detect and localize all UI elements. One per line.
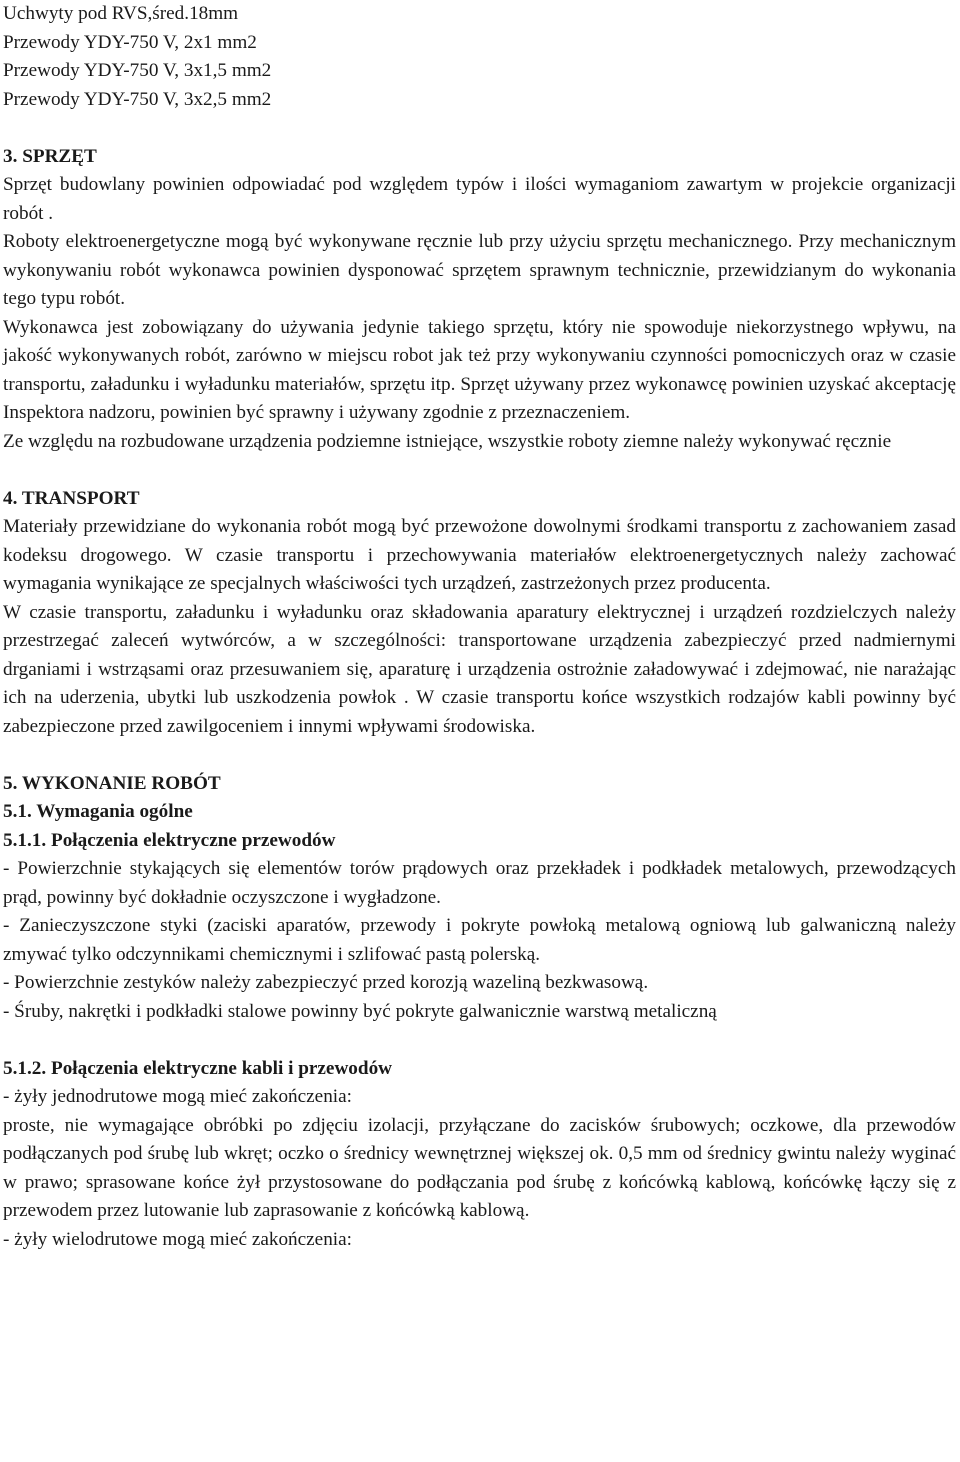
section-heading: 3. SPRZĘT [3,145,97,167]
paragraph: proste, nie wymagające obróbki po zdjęciu izolacji, przyłączane do zacisków śrubowych; oczkowe, dla przewodów podłączanych pod śrubę lub wkręt; oczko o średnicy wewnętrznej większej ok. 0,5 mm od średnicy gwintu należy wyginać w prawo; sprasowane końce żył przystosowane do podłączania pod śrubę z końcówką kablową, końcówkę łączy się z przewodem przez lutowanie lub zaprasowanie z końcówką kablową. [3,1114,956,1221]
list-item: - żyły jednodrutowe mogą mieć zakończenia: [3,1086,352,1107]
paragraph: Wykonawca jest zobowiązany do używania jedynie takiego sprzętu, który nie spowoduje niekorzystnego wpływu, na jakość wykonywanych robót, zarówno w miejscu robot jak też przy wykonywaniu czynności pomocniczych oraz w czasie transportu, załadunku i wyładunku materiałów, sprzętu itp. Sprzęt używany przez wykonawcę powinien uzyskać akceptację Inspektora nadzoru, powinien być sprawny i używany zgodnie z przeznaczeniem. [3,316,956,423]
materials-list-item: Uchwyty pod RVS,śred.18mm [3,3,239,24]
section-5 [3,770,956,1255]
section-4 [3,485,956,742]
list-item: - Powierzchnie zestyków należy zabezpieczyć przed korozją wazeliną bezkwasową. [3,972,649,993]
materials-list-item: Przewody YDY-750 V, 3x1,5 mm2 [3,60,272,81]
paragraph: Roboty elektroenergetyczne mogą być wykonywane ręcznie lub przy użyciu sprzętu mechanicznego. Przy mechanicznym wykonywaniu robót wykonawca powinien dysponować sprzętem sprawnym technicznie, przewidzianym do wykonania tego typu robót. [3,231,956,309]
list-item: - Śruby, nakrętki i podkładki stalowe powinny być pokryte galwanicznie warstwą metaliczną [3,1000,717,1022]
spacer [3,741,956,770]
section-3 [3,143,956,457]
paragraph: Materiały przewidziane do wykonania robót mogą być przewożone dowolnymi środkami transportu z zachowaniem zasad kodeksu drogowego. W czasie transportu i przechowywania materiałów elektroenergetycznych należy zachować wymagania wynikające ze specjalnych właściwości tych urządzeń, zastrzeżonych przez producenta. [3,516,956,594]
list-item: - Zanieczyszczone styki (zaciski aparatów, przewody i pokryte powłoką metalową ogniową lub galwaniczną należy zmywać tylko odczynnikami chemicznymi i szlifować pastą polerską. [3,915,956,965]
materials-list-item: Przewody YDY-750 V, 3x2,5 mm2 [3,88,272,110]
paragraph: W czasie transportu, załadunku i wyładunku oraz składowania aparatury elektrycznej i urządzeń rozdzielczych należy przestrzegać zaleceń wytwórców, a w szczególności: transportowane urządzenia zabezpieczyć przed nadmiernymi drganiami i wstrząsami oraz przesuwaniem się, aparaturę i urządzenia ostrożnie załadowywać i zdejmować, nie narażając ich na uderzenia, ubytki lub uszkodzenia powłok . W czasie transportu końce wszystkich rodzajów kabli powinny być zabezpieczone przed zawilgoceniem i innymi wpływami środowiska. [3,601,956,737]
materials-list-item: Przewody YDY-750 V, 2x1 mm2 [3,31,257,53]
materials-list [3,0,956,114]
paragraph: Ze względu na rozbudowane urządzenia podziemne istniejące, wszystkie roboty ziemne należy wykonywać ręcznie [3,430,892,452]
subsection-heading: 5.1. Wymagania ogólne [3,801,193,822]
subsection-heading: 5.1.2. Połączenia elektryczne kabli i przewodów [3,1057,393,1079]
spacer [3,1026,956,1055]
subsection-heading: 5.1.1. Połączenia elektryczne przewodów [3,829,336,851]
section-heading: 5. WYKONANIE ROBÓT [3,772,221,794]
section-heading: 4. TRANSPORT [3,487,140,509]
paragraph: Sprzęt budowlany powinien odpowiadać pod względem typów i ilości wymaganiom zawartym w projekcie organizacji robót . [3,174,956,224]
spacer [3,456,956,485]
list-item: - żyły wielodrutowe mogą mieć zakończenia: [3,1228,352,1250]
list-item: - Powierzchnie stykających się elementów torów prądowych oraz przekładek i podkładek metalowych, przewodzących prąd, powinny być dokładnie oczyszczone i wygładzone. [3,858,956,908]
spacer [3,114,956,143]
